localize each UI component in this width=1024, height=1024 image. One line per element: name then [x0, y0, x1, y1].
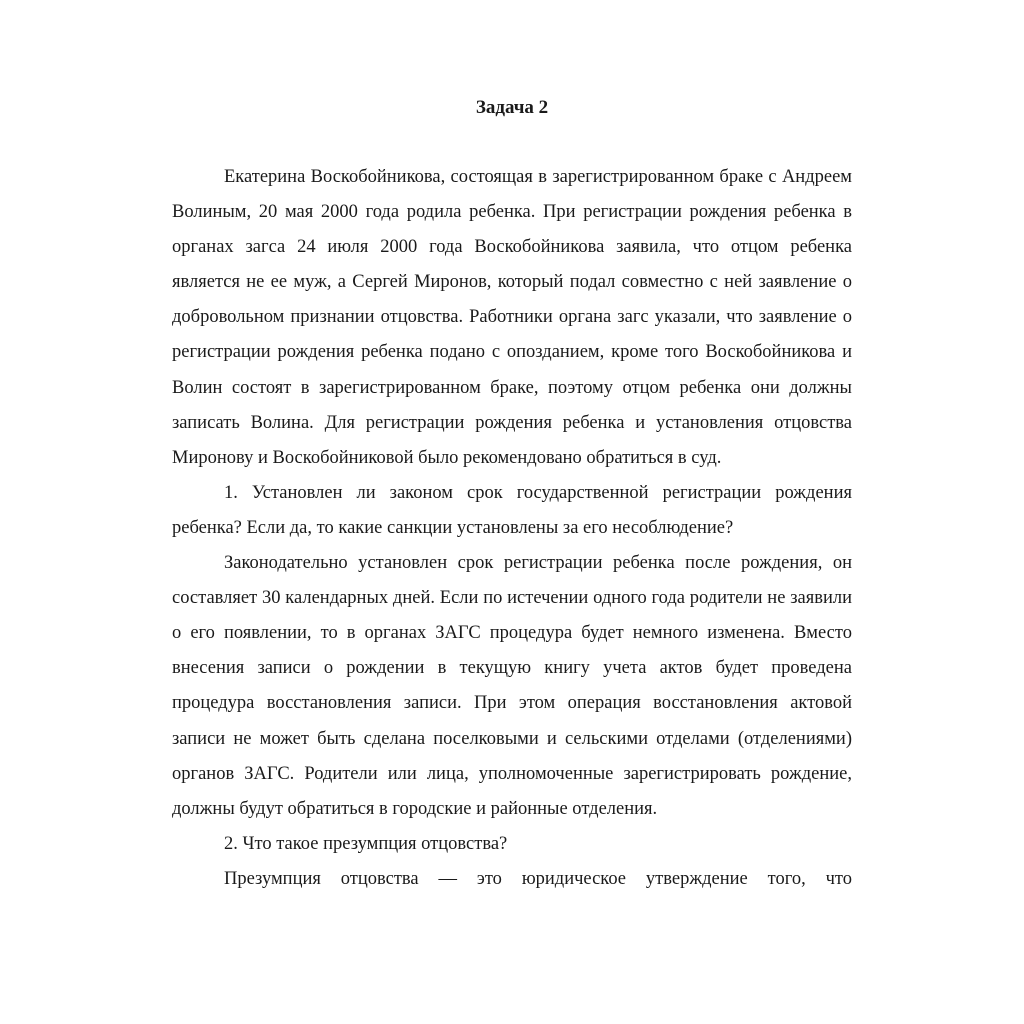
document-page — [172, 90, 852, 955]
case-description-paragraph: Екатерина Воскобойникова, состоящая в зарегистрированном браке с Андреем Волиным, 20 мая 2000 года родила ребенка. При регистрации рождения ребенка в органах загса 24 июля 2000 года Воскобойникова заявила, что отцом ребенка является не ее муж, а Сергей Миронов, который подал совместно с ней заявление о добровольном признании отцовства. Работники органа загс указали, что заявление о регистрации рождения ребенка подано с опозданием, кроме того Воскобойникова и Волин состоят в зарегистрированном браке, поэтому отцом ребенка они должны записать Волина. Для регистрации рождения ребенка и установления отцовства Миронову и Воскобойниковой было рекомендовано обратиться в суд. — [172, 167, 852, 468]
document-title: Задача 2 — [475, 97, 549, 118]
question-1-paragraph: 1. Установлен ли законом срок государственной регистрации рождения ребенка? Если да, то какие санкции установлены за его несоблюдение? — [172, 482, 852, 538]
question-2-paragraph: 2. Что такое презумпция отцовства? — [224, 833, 508, 854]
answer-2-paragraph: Презумпция отцовства — это юридическое утверждение того, что — [224, 868, 852, 889]
answer-1-paragraph: Законодательно установлен срок регистрации ребенка после рождения, он составляет 30 календарных дней. Если по истечении одного года родители не заявили о его появлении, то в органах ЗАГС процедура будет немного изменена. Вместо внесения записи о рождении в текущую книгу учета актов будет проведена процедура восстановления записи. При этом операция восстановления актовой записи не может быть сделана поселковыми и сельскими отделами (отделениями) органов ЗАГС. Родители или лица, уполномоченные зарегистрировать рождение, должны будут обратиться в городские и районные отделения. — [172, 553, 852, 819]
